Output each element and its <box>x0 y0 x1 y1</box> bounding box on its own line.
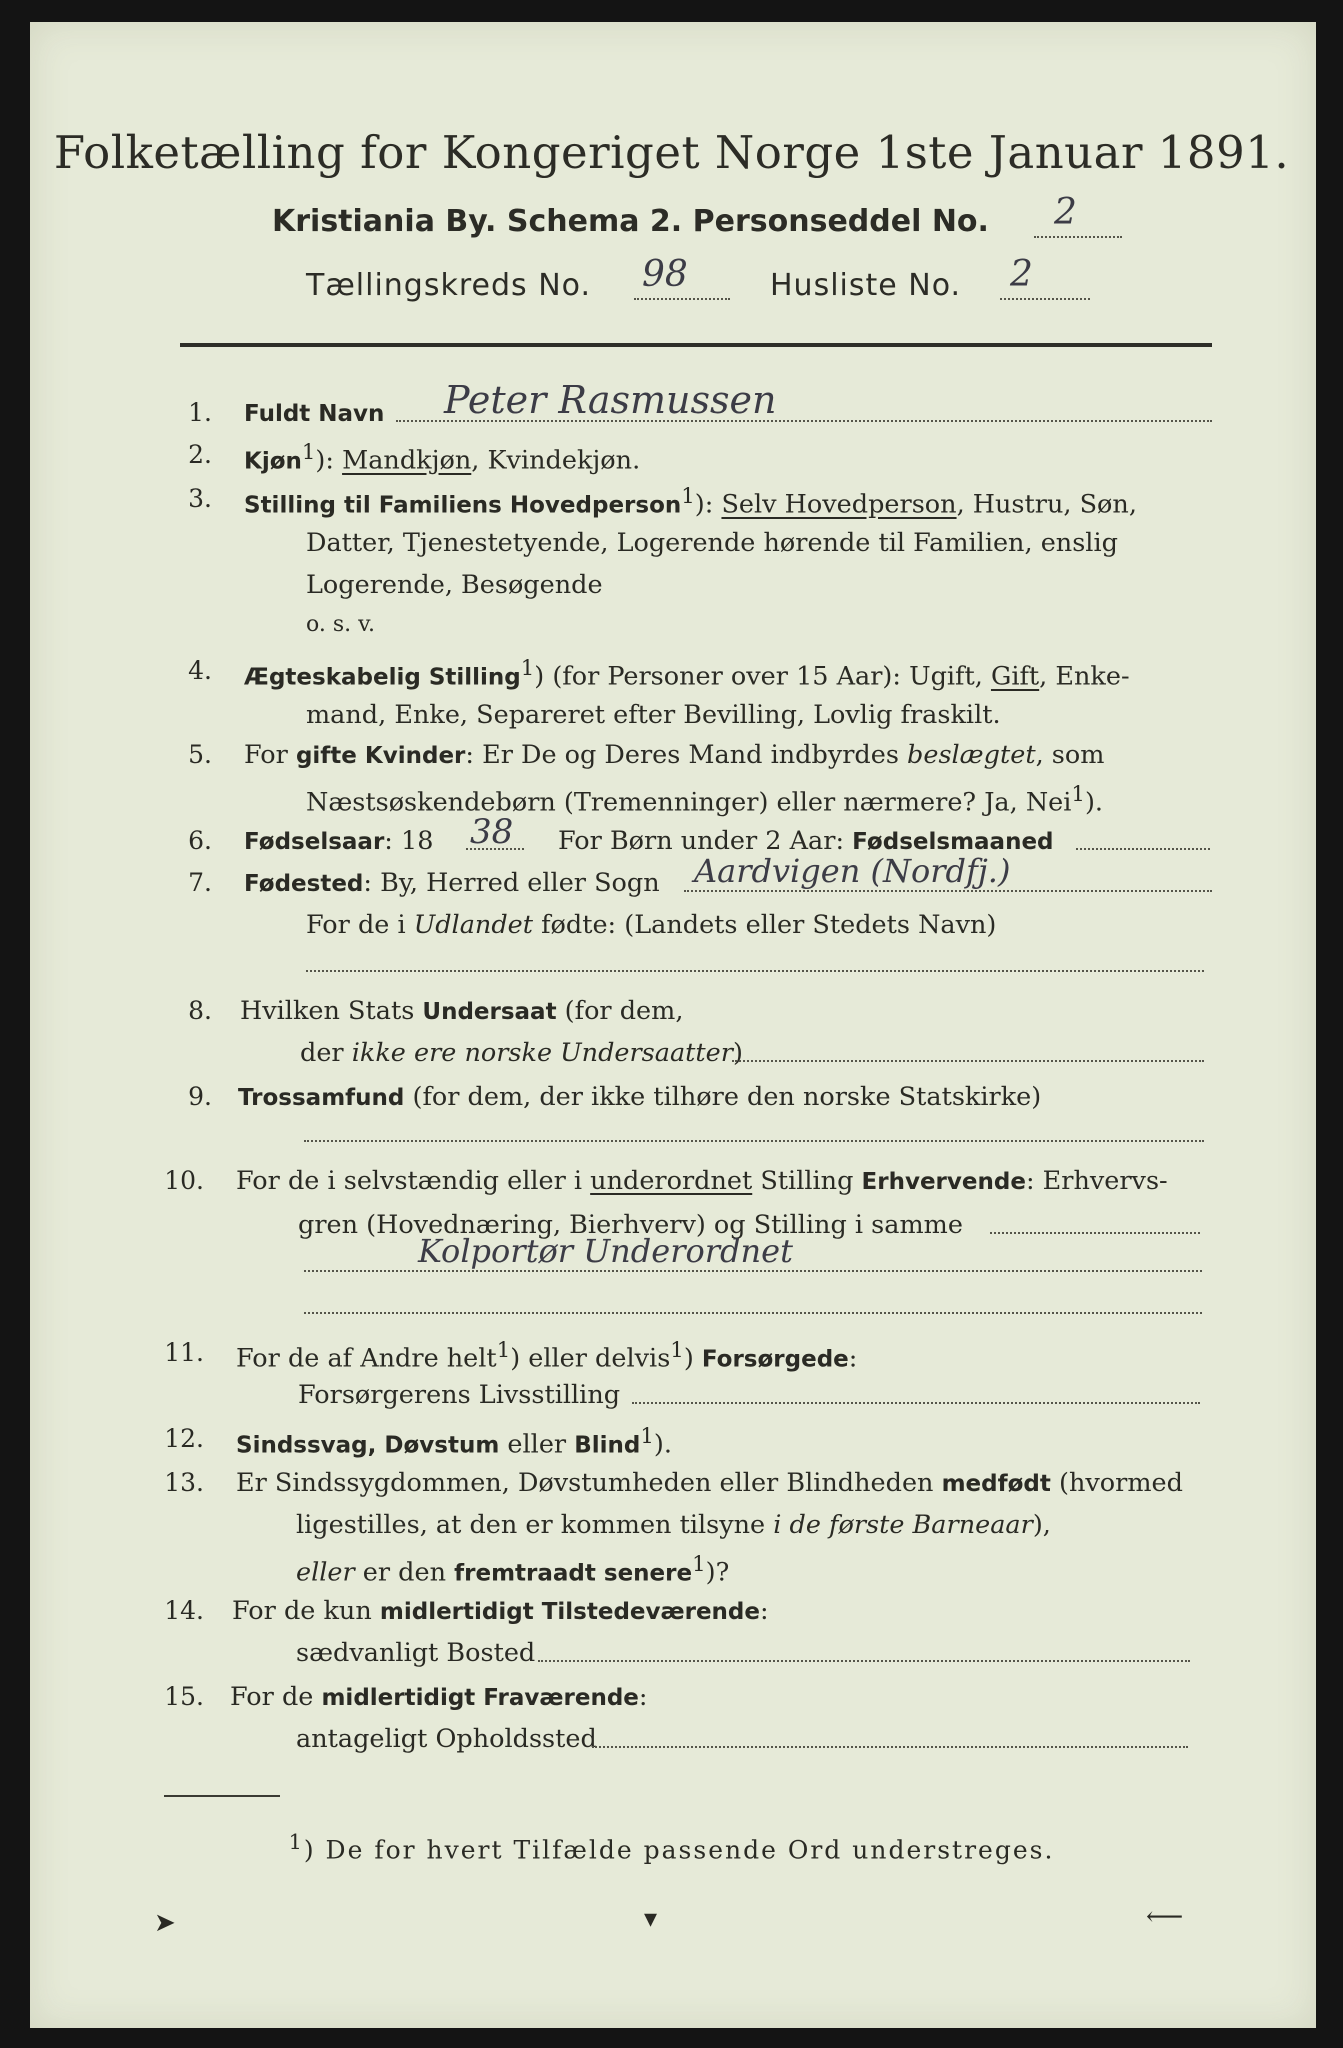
item-number: 13. <box>164 1468 204 1497</box>
item-2-rest: ): <box>315 445 343 476</box>
item-10-answer-dots <box>304 1270 1202 1272</box>
option-gift-selected: Gift <box>990 661 1040 692</box>
item-10-line2: gren (Hovednæring, Bierhverv) og Stilling i samme <box>298 1210 963 1240</box>
item-5-pre: For <box>244 740 296 770</box>
label-sindssvag: Sindssvag, Døvstum <box>236 1432 500 1459</box>
person-number: 2 <box>1054 192 1077 233</box>
corner-mark-icon: ➤ <box>154 1908 176 1938</box>
label-trossamfund: Trossamfund <box>238 1085 405 1111</box>
item-5-rest: : Er De og Deres Mand indbyrdes <box>465 740 908 770</box>
item-9-rest: (for dem, der ikke tilhøre den norske Statskirke) <box>404 1082 1042 1112</box>
item-3-line4: o. s. v. <box>306 612 375 637</box>
item-13-line3a: er den <box>354 1557 455 1588</box>
item-number: 1. <box>188 398 212 427</box>
item-7-dots <box>684 890 1212 892</box>
item-7-italic: Udlandet <box>413 910 533 940</box>
label-fremtraadt-senere: fremtraadt senere <box>454 1560 693 1587</box>
item-10-rest: Stilling <box>752 1166 862 1196</box>
form-subtitle-text: Kristiania By. Schema 2. Personseddel No. <box>272 204 989 239</box>
label-blind: Blind <box>574 1432 641 1459</box>
item-3-line1 <box>244 484 1137 520</box>
item-5-line2-end: ). <box>1084 787 1103 818</box>
item-5-line1 <box>244 740 1104 770</box>
footnote-ref: 1 <box>640 1424 654 1449</box>
item-13-line2a: ligestilles, at den er kommen tilsyne <box>296 1510 774 1540</box>
item-12-line <box>236 1424 672 1460</box>
item-number: 2. <box>188 440 212 469</box>
item-10-line1 <box>236 1166 1168 1196</box>
item-9-dots <box>304 1140 1204 1142</box>
item-number: 3. <box>188 484 212 513</box>
item-8-line1 <box>240 996 683 1026</box>
item-13-line1 <box>236 1468 1183 1498</box>
item-14-line2: sædvanligt Bosted <box>296 1638 536 1668</box>
label-stilling: Stilling til Familiens Hovedperson <box>244 492 682 519</box>
item-3-line2: Datter, Tjenestetyende, Logerende hørende til Familien, enslig <box>306 528 1118 558</box>
label-fodselsmaaned: Fødselsmaaned <box>852 829 1054 855</box>
item-8-rest: (for dem, <box>556 996 684 1026</box>
item-11-mid2: ) <box>683 1343 702 1374</box>
item-7-rest: : By, Herred eller Sogn <box>363 868 660 898</box>
item-6-year-dots <box>466 848 524 850</box>
husliste-label: Husliste No. <box>770 268 962 303</box>
item-8-dots <box>732 1060 1204 1062</box>
corner-mark-icon: ⟵ <box>1146 1902 1184 1932</box>
label-fodselsaar: Fødselsaar <box>244 829 385 855</box>
item-number: 12. <box>164 1424 204 1453</box>
item-3-rest: ): <box>694 489 722 520</box>
item-4-after: , Enke- <box>1039 661 1130 692</box>
footnote-ref: 1 <box>1071 782 1085 807</box>
item-7-line1 <box>244 868 660 898</box>
kreds-dots <box>634 298 730 300</box>
item-8-line2 <box>300 1038 743 1068</box>
item-11-line1 <box>236 1338 857 1374</box>
footnote-ref: 1 <box>681 484 695 509</box>
item-6-line <box>244 826 433 856</box>
item-4-line1 <box>244 656 1130 692</box>
answer-occupation: Kolportør Underordnet <box>418 1232 793 1270</box>
label-gifte-kvinder: gifte Kvinder <box>295 743 466 769</box>
item-number: 11. <box>164 1338 204 1367</box>
item-7-line2 <box>306 910 996 940</box>
item-7-blank-dots <box>306 970 1204 972</box>
footnote-ref: 1 <box>301 440 316 465</box>
item-6-mid-text: For Børn under 2 Aar: <box>558 826 853 856</box>
item-11-after: : <box>848 1343 858 1374</box>
answer-name: Peter Rasmussen <box>444 378 777 422</box>
form-title: Folketælling for Kongeriget Norge 1ste Januar 1891. <box>53 126 1290 179</box>
footnote-marker: 1 <box>288 1830 304 1854</box>
kreds-label: Tællingskreds No. <box>306 268 591 303</box>
item-3-after: , Hustru, Søn, <box>956 489 1137 520</box>
item-10-after: : Erhvervs- <box>1025 1166 1168 1196</box>
item-10-line2-dots <box>990 1232 1200 1234</box>
footnote-text: ) De for hvert Tilfælde passende Ord understreges. <box>303 1835 1055 1865</box>
item-8-pre: Hvilken Stats <box>240 996 423 1026</box>
item-11-mid: ) eller delvis <box>510 1343 671 1374</box>
item-number: 4. <box>188 656 212 685</box>
item-8-italic: ikke ere norske Undersaatter <box>351 1038 733 1068</box>
label-tilstedevaerende: midlertidigt Tilstedeværende <box>379 1599 760 1625</box>
footnote-rule <box>164 1795 280 1797</box>
label-medfodt: medfødt <box>941 1471 1051 1497</box>
item-5-italic: beslægtet <box>907 740 1036 770</box>
label-fuldt-navn: Fuldt Navn <box>244 401 385 427</box>
answer-birthplace: Aardvigen (Nordfj.) <box>694 852 1011 890</box>
label-undersaat: Undersaat <box>422 999 557 1025</box>
option-selv-hovedperson-selected: Selv Hovedperson <box>721 489 957 520</box>
item-10-blank-dots <box>304 1312 1202 1314</box>
option-underordnet-selected: underordnet <box>590 1166 753 1196</box>
item-2-line <box>244 440 640 476</box>
label-erhvervende: Erhvervende <box>861 1169 1026 1195</box>
item-number: 14. <box>164 1596 204 1625</box>
item-3-line3: Logerende, Besøgende <box>306 570 603 600</box>
item-10-pre: For de i selvstændig eller i <box>236 1166 591 1196</box>
kreds-number: 98 <box>642 254 688 295</box>
item-13-italic: i de første Barneaar <box>773 1510 1033 1540</box>
item-14-after: : <box>759 1596 769 1626</box>
label-aegteskabelig: Ægteskabelig Stilling <box>244 664 521 691</box>
item-number: 9. <box>188 1082 212 1111</box>
footnote-ref: 1 <box>520 656 535 681</box>
item-13-line3-italic: eller <box>296 1557 355 1588</box>
center-mark-icon: ▾ <box>644 1904 658 1934</box>
item-number: 8. <box>188 996 212 1025</box>
item-9-line1 <box>238 1082 1041 1112</box>
item-13-line2b: ), <box>1032 1510 1051 1540</box>
item-12-rest: eller <box>499 1429 575 1460</box>
item-1-label <box>244 398 384 428</box>
husliste-number: 2 <box>1010 254 1033 295</box>
footnote-ref: 1 <box>670 1338 684 1363</box>
item-number: 5. <box>188 740 212 769</box>
footnote-ref: 1 <box>496 1338 511 1363</box>
label-forsorgede: Forsørgede <box>701 1346 849 1373</box>
item-number: 15. <box>164 1682 204 1711</box>
item-14-pre: For de kun <box>232 1596 380 1626</box>
item-14-dots <box>538 1660 1190 1662</box>
label-fodested: Fødested <box>244 871 364 897</box>
item-13-line2 <box>296 1510 1051 1540</box>
item-13-line3b: )? <box>705 1557 730 1588</box>
item-4-line2: mand, Enke, Separeret efter Bevilling, Lovlig fraskilt. <box>306 700 1001 730</box>
item-number: 10. <box>164 1166 204 1195</box>
item-6-month-dots <box>1076 848 1210 850</box>
item-5-line2-text: Næstsøskendebørn (Tremenninger) eller nærmere? Ja, Nei <box>306 787 1072 818</box>
form-subtitle <box>272 204 989 239</box>
item-15-line2: antageligt Opholdssted <box>296 1724 597 1754</box>
item-8-line2a: der <box>300 1038 352 1068</box>
footnote <box>0 1830 1343 1864</box>
husliste-dots <box>1000 298 1090 300</box>
item-13-line3 <box>296 1552 729 1588</box>
label-kjon: Kjøn <box>244 448 302 475</box>
item-11-dots <box>632 1402 1200 1404</box>
item-number: 7. <box>188 868 212 897</box>
item-8-line2b: ) <box>732 1038 743 1068</box>
option-mandkjon-selected: Mandkjøn <box>342 445 472 476</box>
person-number-dots <box>1034 236 1122 238</box>
item-12-after: ). <box>653 1429 672 1460</box>
answer-birth-year: 38 <box>470 812 514 852</box>
item-4-rest: ) (for Personer over 15 Aar): Ugift, <box>534 661 991 692</box>
item-5-line2 <box>306 782 1103 818</box>
item-11-pre: For de af Andre helt <box>236 1343 497 1374</box>
item-5-after: , som <box>1035 740 1105 770</box>
item-7-line2a: For de i <box>306 910 414 940</box>
item-15-after: : <box>638 1682 648 1712</box>
item-15-line1 <box>230 1682 647 1712</box>
item-11-line2: Forsørgerens Livsstilling <box>298 1380 621 1410</box>
item-number: 6. <box>188 826 212 855</box>
item-6-rest: : 18 <box>384 826 434 856</box>
header-rule <box>180 343 1212 347</box>
item-14-line1 <box>232 1596 769 1626</box>
option-kvindekjon: , Kvindekjøn. <box>471 445 641 476</box>
item-15-pre: For de <box>230 1682 322 1712</box>
label-fravaerende: midlertidigt Fraværende <box>321 1685 639 1711</box>
item-7-line2b: fødte: (Landets eller Stedets Navn) <box>533 910 997 940</box>
item-15-dots <box>592 1746 1188 1748</box>
footnote-ref: 1 <box>692 1552 706 1577</box>
item-13-pre: Er Sindssygdommen, Døvstumheden eller Blindheden <box>236 1468 942 1498</box>
item-13-after: (hvormed <box>1050 1468 1183 1498</box>
